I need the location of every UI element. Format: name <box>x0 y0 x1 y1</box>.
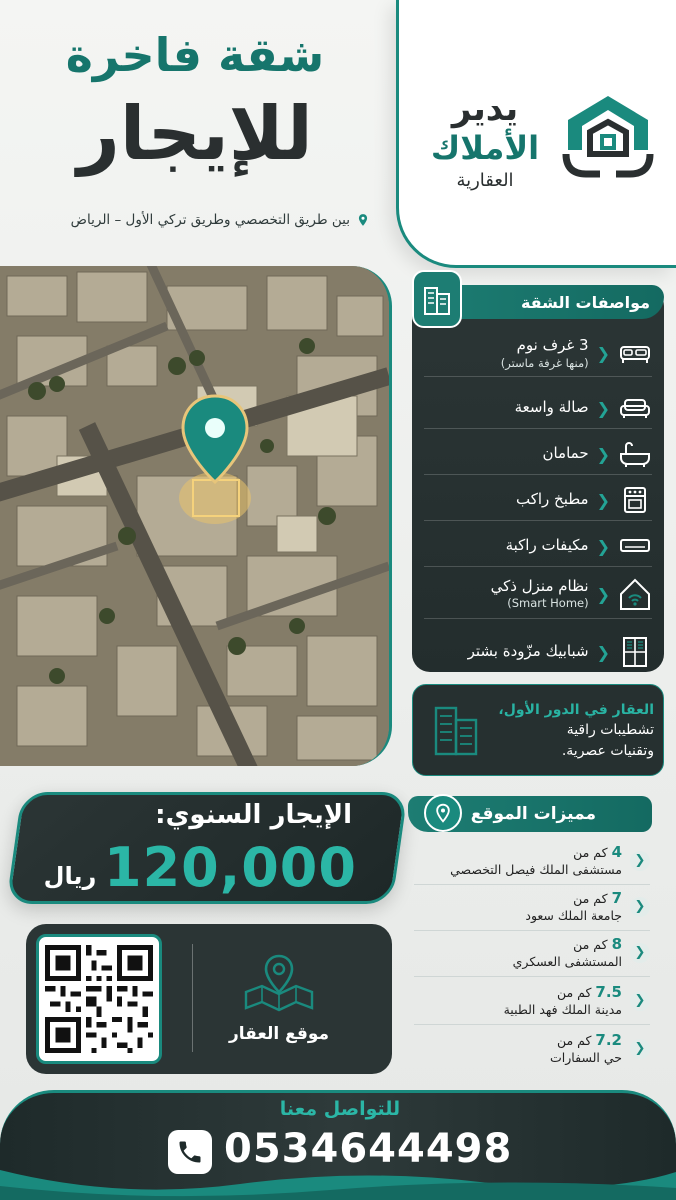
rent-label: الإيجار السنوي: <box>155 800 352 830</box>
phone-number[interactable]: 0534644498 <box>224 1126 513 1172</box>
divider <box>192 944 193 1052</box>
distance-unit: كم من <box>573 891 608 906</box>
location-item <box>414 982 650 1025</box>
floor-note-line3: وتقنيات عصرية. <box>561 742 654 759</box>
property-location-label[interactable]: موقع العقار <box>228 1024 330 1044</box>
satellite-map-image <box>0 266 389 766</box>
location-pin-icon <box>424 794 462 832</box>
place-name: جامعة الملك سعود <box>525 908 622 924</box>
specs-title: مواصفات الشقة <box>520 292 650 312</box>
qr-code-image <box>45 943 153 1055</box>
location-item-text <box>414 982 622 1019</box>
distance-unit: كم من <box>573 937 608 952</box>
distance-value: 7.5 <box>595 983 622 1001</box>
chevron-icon: ❮ <box>630 851 650 871</box>
bed-icon <box>618 339 652 367</box>
chevron-icon: ❮ <box>596 584 610 604</box>
chevron-icon: ❮ <box>630 991 650 1011</box>
location-item <box>414 842 650 885</box>
spec-text <box>424 642 589 662</box>
logo-text-line2: الأملاك <box>430 129 540 167</box>
logo-text-line3: العقارية <box>456 170 514 191</box>
spec-label: حمامان <box>542 444 589 463</box>
location-item <box>414 1030 650 1072</box>
spec-item-smart-home <box>424 576 652 619</box>
distance-value: 4 <box>611 843 622 861</box>
title-line2: للإيجار <box>77 91 313 177</box>
title-line1: شقة فاخرة <box>65 28 325 82</box>
chevron-icon: ❮ <box>630 897 650 917</box>
distance-unit: كم من <box>573 845 608 860</box>
spec-label: 3 غرف نوم <box>516 336 589 354</box>
distance-value: 7 <box>611 889 622 907</box>
rent-currency: ريال <box>43 862 97 890</box>
location-pin-icon <box>356 213 370 227</box>
chevron-icon: ❮ <box>630 943 650 963</box>
spec-item-bedrooms <box>424 336 652 377</box>
spec-label: شبابيك مزّودة بشتر <box>467 642 589 661</box>
place-name: مدينة الملك فهد الطبية <box>503 1002 622 1018</box>
spec-label: نظام منزل ذكي <box>490 576 589 595</box>
spec-text <box>424 336 589 370</box>
spec-item-ac <box>424 532 652 567</box>
spec-text <box>424 444 589 464</box>
contact-label: للتواصل معنا <box>279 1098 401 1120</box>
building-icon <box>412 270 462 328</box>
sofa-icon <box>618 394 652 422</box>
spec-text <box>424 536 589 556</box>
spec-label: صالة واسعة <box>514 398 589 417</box>
distance-value: 7.2 <box>595 1031 622 1049</box>
satellite-map[interactable] <box>0 266 392 766</box>
map-location-icon[interactable] <box>240 952 318 1012</box>
location-item-text <box>414 934 622 971</box>
location-item-text <box>414 1030 622 1067</box>
location-item <box>414 888 650 931</box>
phone-icon[interactable] <box>168 1130 212 1174</box>
spec-sub: (Smart Home) <box>507 596 589 611</box>
chevron-icon: ❮ <box>596 444 610 464</box>
place-name: المستشفى العسكري <box>512 954 622 970</box>
distance-value: 8 <box>611 935 622 953</box>
place-name: مستشفى الملك فيصل التخصصي <box>450 862 622 878</box>
chevron-icon: ❮ <box>596 343 610 363</box>
spec-text <box>424 577 589 611</box>
location-text: بين طريق التخصصي وطريق تركي الأول – الرياض <box>70 212 350 228</box>
floor-note-line2: تشطيبات راقية <box>566 722 654 739</box>
spec-item-living-room <box>424 394 652 429</box>
spec-item-kitchen <box>424 486 652 521</box>
smart-home-icon <box>618 576 652 612</box>
spec-item-bathrooms <box>424 440 652 475</box>
location-line <box>30 212 370 228</box>
floor-note-text <box>470 700 654 761</box>
place-name: حي السفارات <box>550 1050 622 1066</box>
chevron-icon: ❮ <box>596 398 610 418</box>
spec-label: مطبخ راكب <box>515 490 589 509</box>
spec-text <box>424 398 589 418</box>
location-features-title: مميزات الموقع <box>470 804 596 824</box>
ac-unit-icon <box>618 532 652 560</box>
spec-text <box>424 490 589 510</box>
rent-amount: 120,000 <box>104 836 357 899</box>
window-shutter-icon <box>618 636 652 668</box>
logo-text-line1: يدير <box>451 89 519 129</box>
spec-label: مكيفات راكبة <box>505 536 589 555</box>
chevron-icon: ❮ <box>630 1039 650 1059</box>
qr-code[interactable] <box>36 934 162 1064</box>
spec-item-windows <box>424 636 652 674</box>
distance-unit: كم من <box>556 1033 592 1048</box>
bathtub-icon <box>618 440 652 468</box>
floor-note-accent: العقار في الدور الأول، <box>498 702 654 718</box>
location-item <box>414 934 650 977</box>
chevron-icon: ❮ <box>596 536 610 556</box>
chevron-icon: ❮ <box>596 642 610 662</box>
distance-unit: كم من <box>556 985 592 1000</box>
kitchen-icon <box>618 486 652 514</box>
house-logo-icon <box>560 92 656 178</box>
chevron-icon: ❮ <box>596 490 610 510</box>
spec-sub: (منها غرفة ماستر) <box>500 355 589 370</box>
location-item-text <box>414 888 622 925</box>
location-item-text <box>414 842 622 879</box>
